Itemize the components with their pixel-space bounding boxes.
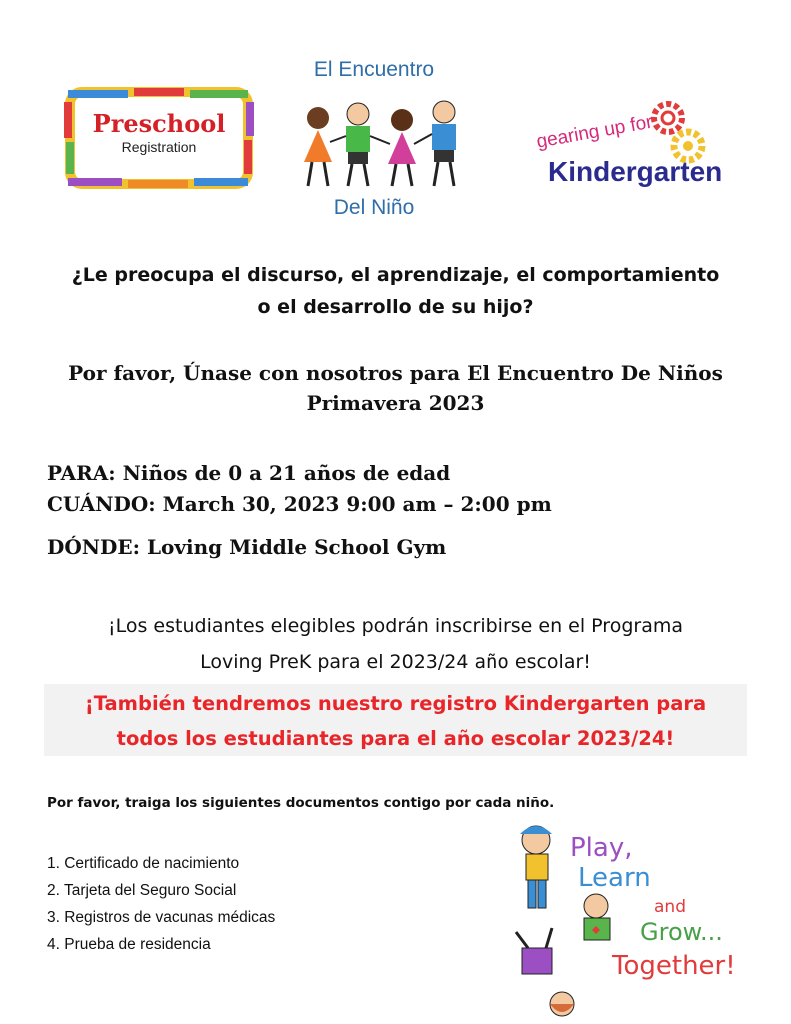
event-audience: PARA: Niños de 0 a 21 años de edad	[47, 461, 451, 485]
event-date-time: CUÁNDO: March 30, 2023 9:00 am – 2:00 pm	[47, 492, 552, 516]
invitation-heading	[0, 358, 791, 418]
child-cartoon-icon	[516, 928, 574, 1016]
encuentro-title-bottom: Del Niño	[333, 196, 415, 219]
grow-word: Grow...	[640, 918, 723, 946]
child-cartoon-icon	[584, 894, 610, 940]
together-word: Together!	[612, 951, 736, 981]
preschool-title: Preschool	[92, 109, 226, 138]
play-word: Play,	[570, 833, 633, 863]
list-item: 3. Registros de vacunas médicas	[47, 909, 276, 926]
and-word: and	[654, 897, 686, 917]
kindergarten-logo-text: Kindergarten	[548, 156, 723, 187]
documents-list	[47, 850, 275, 958]
children-holding-hands-icon	[296, 96, 472, 194]
concern-question	[0, 259, 791, 323]
prek-line2-part-a: Loving PreK para el 2023/24	[200, 651, 475, 673]
kindergarten-tagline: gearing up for	[535, 111, 655, 153]
encuentro-title-top: El Encuentro	[313, 58, 435, 81]
invitation-line1: Por favor, Únase con nosotros para El Encuentro De Niños	[68, 361, 723, 385]
documents-title: Por favor, traiga los siguientes documentos contigo por cada niño.	[47, 795, 555, 811]
learn-word: Learn	[578, 863, 651, 893]
kindergarten-registration-line2: todos los estudiantes para el año escolar 2023/24!	[116, 727, 675, 750]
preschool-subtitle: Registration	[121, 139, 197, 155]
concern-question-line1: ¿Le preocupa el discurso, el aprendizaje, el comportamiento	[71, 264, 720, 286]
list-item: 4. Prueba de residencia	[47, 936, 211, 953]
event-location: DÓNDE: Loving Middle School Gym	[47, 535, 447, 559]
prek-eligibility-line1: ¡Los estudiantes elegibles podrán inscribirse en el Programa	[108, 615, 683, 637]
kindergarten-registration-note	[44, 686, 747, 756]
prek-eligibility-note	[0, 608, 791, 680]
play-learn-grow-together-logo	[508, 820, 774, 1018]
prek-line2-part-c: escolar!	[508, 651, 591, 673]
child-cartoon-icon	[520, 826, 552, 908]
kindergarten-registration-line1: ¡También tendremos nuestro registro Kindergarten para	[84, 692, 707, 715]
list-item: 1. Certificado de nacimiento	[47, 855, 240, 872]
invitation-line2: Primavera 2023	[306, 391, 485, 415]
concern-question-line2: o el desarrollo de su hijo?	[257, 296, 534, 318]
prek-eligibility-line2	[0, 644, 791, 680]
preschool-logo-text	[88, 110, 230, 168]
list-item: 2. Tarjeta del Seguro Social	[47, 882, 237, 899]
prek-line2-part-b: año	[474, 651, 509, 673]
